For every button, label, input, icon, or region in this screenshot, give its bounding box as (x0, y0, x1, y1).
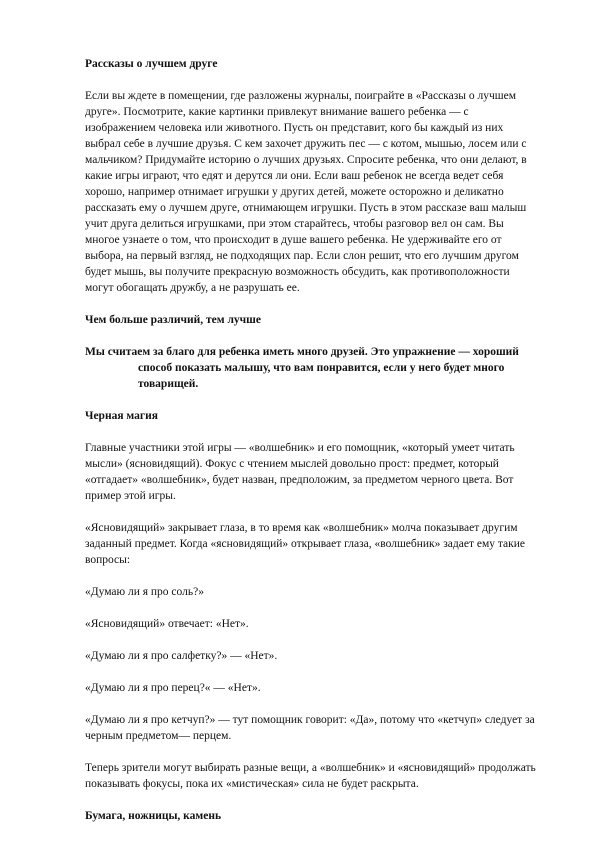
section-heading-rock-paper-scissors: Бумага, ножницы, камень (85, 810, 222, 822)
section-heading-differences: Чем больше различий, тем лучше (85, 314, 261, 326)
dialogue-line-napkin: «Думаю ли я про салфетку?» — «Нет». (85, 650, 278, 662)
paragraph-audience: Теперь зрители могут выбирать разные вещи, а «волшебник» и «ясновидящий» продолжать показывать фокусы, пока их «мистическая» сила не будет раскрыта. (85, 762, 536, 790)
dialogue-line-pepper: «Думаю ли я про перец?« — «Нет». (85, 682, 261, 694)
dialogue-line-answer: «Ясновидящий» отвечает: «Нет». (85, 618, 249, 630)
dialogue-line-salt: «Думаю ли я про соль?» (85, 586, 204, 598)
paragraph-differences: Мы считаем за благо для ребенка иметь много друзей. Это упражнение — хороший способ показать малышу, что вам понравится, если у него будет много товарищей. (85, 346, 519, 390)
section-heading-best-friend: Рассказы о лучшем друге (85, 58, 218, 70)
paragraph-black-magic-rules: «Ясновидящий» закрывает глаза, в то время как «волшебник» молча показывает другим заданный предмет. Когда «ясновидящий» открывает глаза, «волшебник» задает ему такие вопросы: (85, 522, 525, 566)
paragraph-best-friend: Если вы ждете в помещении, где разложены журналы, поиграйте в «Рассказы о лучшем друге». Посмотрите, какие картинки привлекут внимание вашего ребенка — с изображением человека или животного. Пусть он представит, кого бы каждый из них выбрал себе в лучшие друзья. С кем захочет дружить пес — с котом, мышью, лосем или с мальчиком? Придумайте историю о лучших друзьях. Спросите ребенка, что они делают, в какие игры играют, что едят и дерутся ли они. Если ваш ребенок не всегда ведет себя хорошо, например отнимает игрушки у других детей, можете осторожно и деликатно рассказать ему о лучшем друге, отнимающем игрушки. Пусть в этом рассказе ваш малыш учит друга делиться игрушками, при этом старайтесь, чтобы разговор вел он сам. Вы многое узнаете о том, что происходит в душе вашего ребенка. Не удерживайте его от выбора, на первый взгляд, не подходящих пар. Если слон решит, что его лучшим другом будет мышь, вы получите прекрасную возможность обсудить, как противоположности могут обогащать дружбу, а не разрушать ее. (85, 90, 527, 294)
section-heading-black-magic: Черная магия (85, 410, 158, 422)
paragraph-black-magic-intro: Главные участники этой игры — «волшебник» и его помощник, «который умеет читать мысли» (ясновидящий). Фокус с чтением мыслей довольно прост: предмет, который «отгадает» «волшебник», будет назван, предположим, за предметом черного цвета. Вот пример этой игры. (85, 442, 515, 502)
paragraph-ketchup: «Думаю ли я про кетчуп?» — тут помощник говорит: «Да», потому что «кетчуп» следует за черным предметом— перцем. (85, 714, 535, 742)
